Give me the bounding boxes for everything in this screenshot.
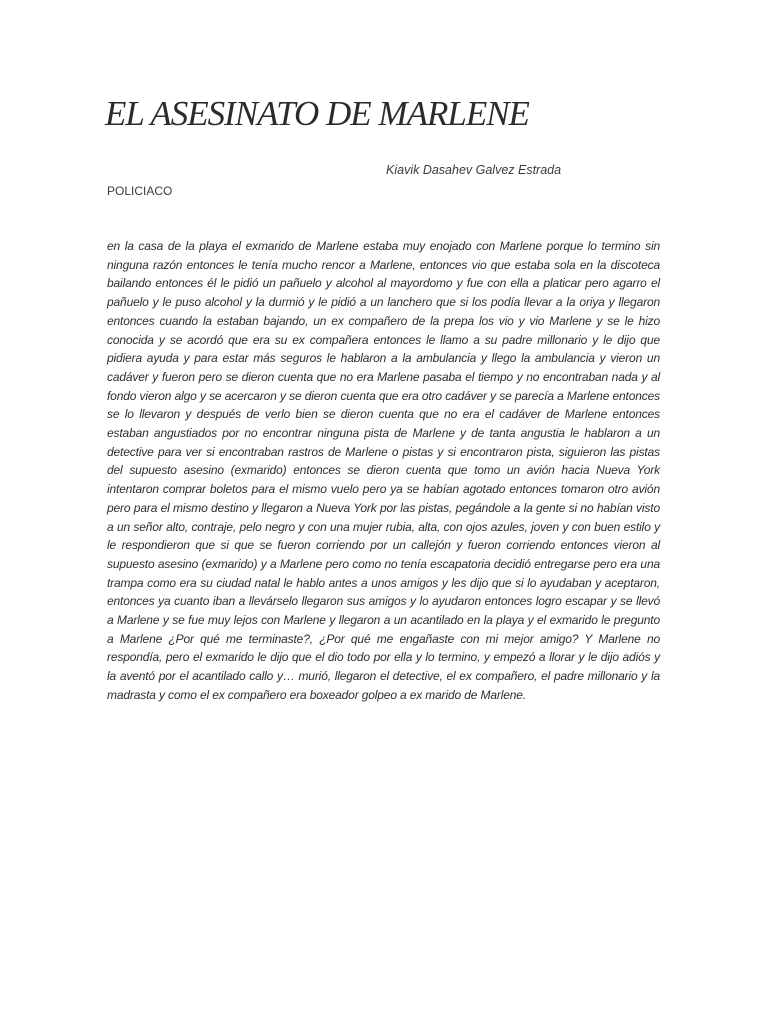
document-title: EL ASESINATO DE MARLENE — [105, 94, 529, 133]
genre-label: POLICIACO — [107, 184, 173, 198]
author-name: Kiavik Dasahev Galvez Estrada — [386, 163, 562, 177]
story-text: en la casa de la playa el exmarido de Marlene estaba muy enojado con Marlene porque lo termino sin ninguna razón entonces le tenía mucho rencor a Marlene, entonces vio que estaba sola en la discoteca bailando entonces él le pidió un pañuelo y alcohol al mayordomo y fue con ella a platicar pero agarro el pañuelo y le puso alcohol y la durmió y le pidió a un lanchero que si los podía llevar a la oriya y llegaron entonces cuando la estaban bajando, un ex compañero de la prepa los vio y vio Marlene y se le hizo conocida y se acordó que era su ex compañera entonces le llamo a su padre millonario y le dijo que pidiera ayuda y para estar más seguros le hablaron a la ambulancia y llego la ambulancia y vieron un cadáver y fueron pero se dieron cuenta que no era Marlene pasaba el tiempo y no encontraban nada y al fondo vieron algo y se acercaron y se dieron cuenta que era otro cadáver y se parecía a Marlene entonces se lo llevaron y después de verlo bien se dieron cuenta que no era el cadáver de Marlene entonces estaban angustiados por no encontrar ninguna pista de Marlene y de tanta angustia le hablaron a un detective para ver si encontraban rastros de Marlene o pistas y si encontraron pista, siguieron las pistas del supuesto asesino (exmarido) entonces se dieron cuenta que tomo un avión hacia Nueva York intentaron comprar boletos para el mismo vuelo pero ya se habían agotado entonces tomaron otro avión pero para el mismo destino y llegaron a Nueva York por las pistas, pegándole a la gente si no habían visto a un señor alto, contraje, pelo negro y con una mujer rubia, alta, con ojos azules, joven y con buen estilo y le respondieron que si que se fueron corriendo por un callejón y fueron corriendo entonces vieron al supuesto asesino (exmarido) y a Marlene pero como no tenía escapatoria decidió entregarse pero era una trampa como era su ciudad natal le hablo antes a unos amigos y les dijo que si lo ayudaban y aceptaron, entonces ya cuanto iban a llevárselo llegaron sus amigos y lo ayudaron entonces logro escapar y se llevó a Marlene y se fue muy lejos con Marlene y llegaron a un acantilado en la playa y el exmarido le pregunto a Marlene ¿Por qué me terminaste?, ¿Por qué me engañaste con mi mejor amigo? Y Marlene no respondía, pero el exmarido le dijo que el dio todo por ella y lo termino, y empezó a llorar y le dijo adiós y la aventó por el acantilado callo y… murió, llegaron el detective, el ex compañero, el padre millonario y la madrasta y como el ex compañero era boxeador golpeo a ex marido de Marlene. — [107, 239, 660, 702]
